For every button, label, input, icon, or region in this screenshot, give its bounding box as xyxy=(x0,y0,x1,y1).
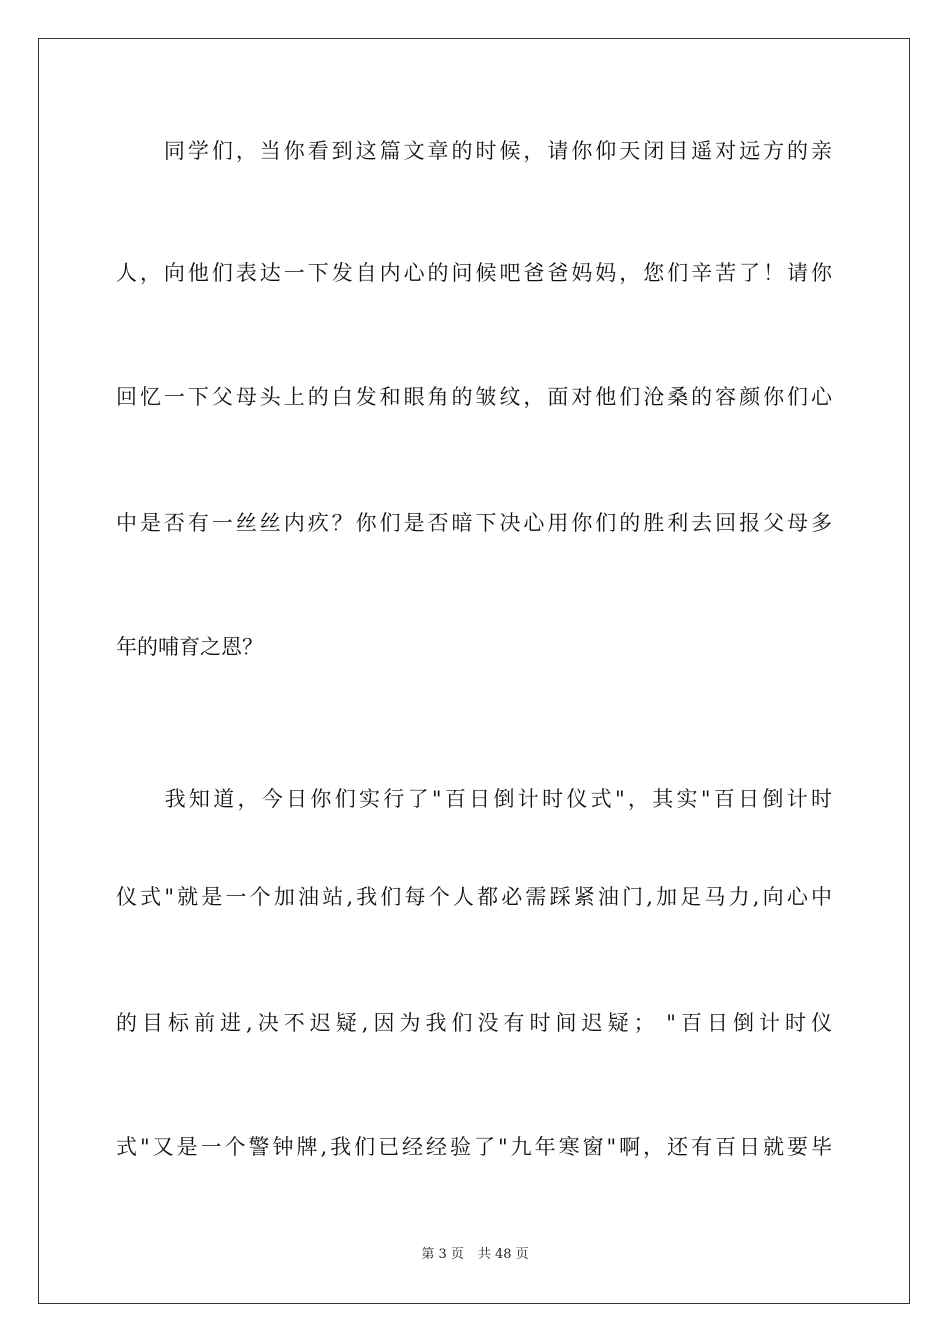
page-number: 第 3 页 xyxy=(421,1247,464,1262)
text-line: 的目标前进,决不迟疑,因为我们没有时间迟疑； "百日倒计时仪 xyxy=(116,1011,832,1035)
text-line: 仪式"就是一个加油站,我们每个人都必需踩紧油门,加足马力,向心中 xyxy=(116,885,832,909)
total-pages: 共 48 页 xyxy=(477,1247,529,1262)
text-line: 式"又是一个警钟牌,我们已经经验了"九年寒窗"啊，还有百日就要毕 xyxy=(116,1135,832,1159)
text-line: 同学们，当你看到这篇文章的时候，请你仰天闭目遥对远方的亲 xyxy=(116,139,832,163)
page-border xyxy=(38,38,910,1304)
text-line: 回忆一下父母头上的白发和眼角的皱纹，面对他们沧桑的容颜你们心 xyxy=(116,385,832,409)
text-line: 中是否有一丝丝内疚？你们是否暗下决心用你们的胜利去回报父母多 xyxy=(116,511,832,535)
text-line: 人，向他们表达一下发自内心的问候吧爸爸妈妈，您们辛苦了！请你 xyxy=(116,261,832,285)
text-line: 我知道，今日你们实行了"百日倒计时仪式"，其实"百日倒计时 xyxy=(116,787,832,811)
page-footer xyxy=(0,1246,950,1264)
text-line: 年的哺育之恩？ xyxy=(116,635,263,659)
